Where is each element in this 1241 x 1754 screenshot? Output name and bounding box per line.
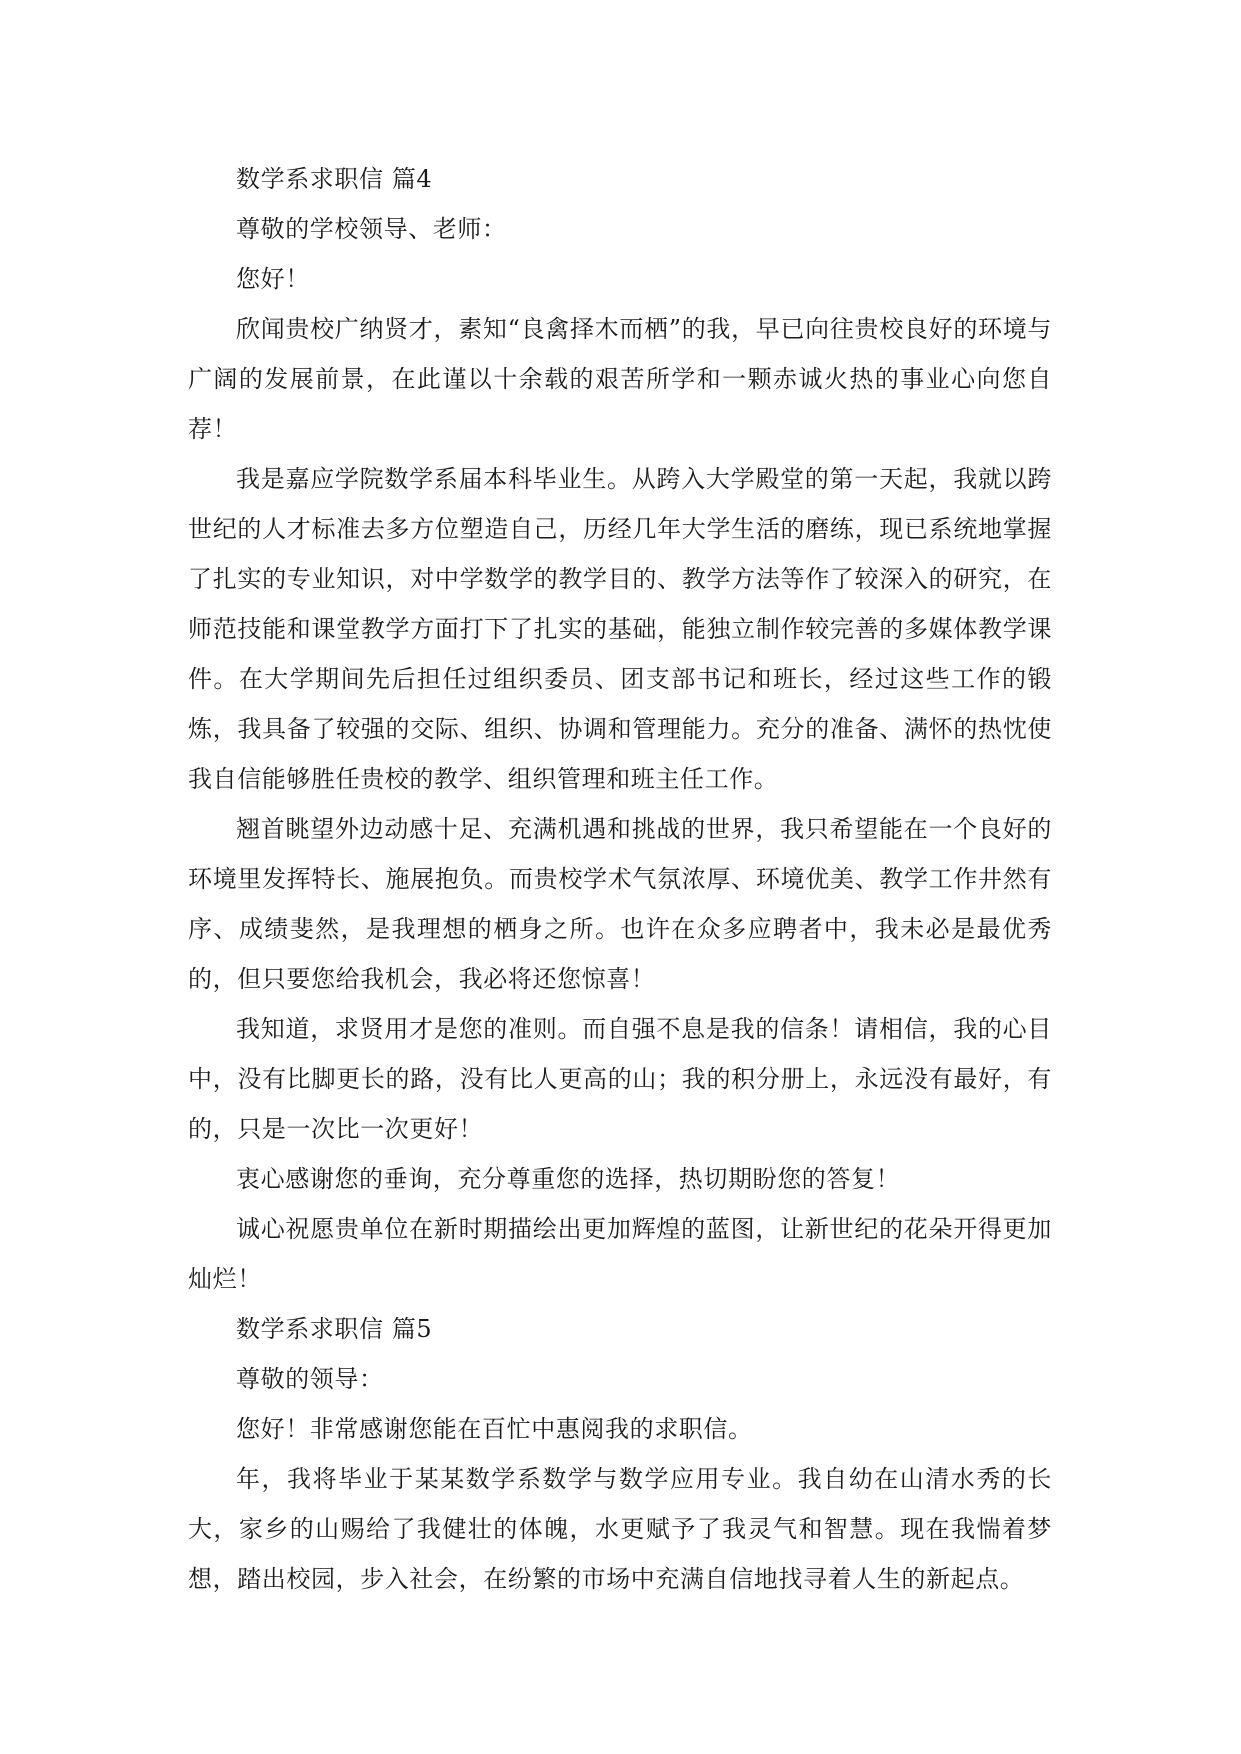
greeting: 您好！非常感谢您能在百忙中惠阅我的求职信。 [236,1415,753,1443]
section-heading-4: 数学系求职信 篇4 [236,165,433,193]
body-paragraph: 我是嘉应学院数学系届本科毕业生。从跨入大学殿堂的第一天起，我就以跨世纪的人才标准去多方位塑造自己，历经几年大学生活的磨练，现已系统地掌握了扎实的专业知识，对中学数学的教学目的、教学方法等作了较深入的研究，在师范技能和课堂教学方面打下了扎实的基础，能独立制作较完善的多媒体教学课件。在大学期间先后担任过组织委员、团支部书记和班长，经过这些工作的锻炼，我具备了较强的交际、组织、协调和管理能力。充分的准备、满怀的热忱使我自信能够胜任贵校的教学、组织管理和班主任工作。 [188,465,1052,793]
body-paragraph: 翘首眺望外边动感十足、充满机遇和挑战的世界，我只希望能在一个良好的环境里发挥特长、施展抱负。而贵校学术气氛浓厚、环境优美、教学工作井然有序、成绩斐然，是我理想的栖身之所。也许在众多应聘者中，我未必是最优秀的，但只要您给我机会，我必将还您惊喜！ [188,815,1052,993]
body-paragraph: 衷心感谢您的垂询，充分尊重您的选择，热切期盼您的答复！ [236,1165,901,1193]
document-page [188,154,1052,1604]
body-paragraph: 欣闻贵校广纳贤才，素知“良禽择木而栖”的我，早已向往贵校良好的环境与广阔的发展前景，在此谨以十余载的艰苦所学和一颗赤诚火热的事业心向您自荐！ [188,315,1052,443]
body-paragraph: 我知道，求贤用才是您的准则。而自强不息是我的信条！请相信，我的心目中，没有比脚更长的路，没有比人更高的山；我的积分册上，永远没有最好，有的，只是一次比一次更好！ [188,1015,1052,1143]
body-paragraph: 年，我将毕业于某某数学系数学与数学应用专业。我自幼在山清水秀的长大，家乡的山赐给了我健壮的体魄，水更赋予了我灵气和智慧。现在我惴着梦想，踏出校园，步入社会，在纷繁的市场中充满自信地找寻着人生的新起点。 [188,1465,1052,1593]
salutation: 尊敬的领导： [236,1365,384,1393]
body-paragraph: 诚心祝愿贵单位在新时期描绘出更加辉煌的蓝图，让新世纪的花朵开得更加灿烂！ [188,1215,1052,1293]
greeting: 您好！ [236,265,310,293]
section-heading-5: 数学系求职信 篇5 [236,1315,433,1343]
salutation: 尊敬的学校领导、老师： [236,215,507,243]
